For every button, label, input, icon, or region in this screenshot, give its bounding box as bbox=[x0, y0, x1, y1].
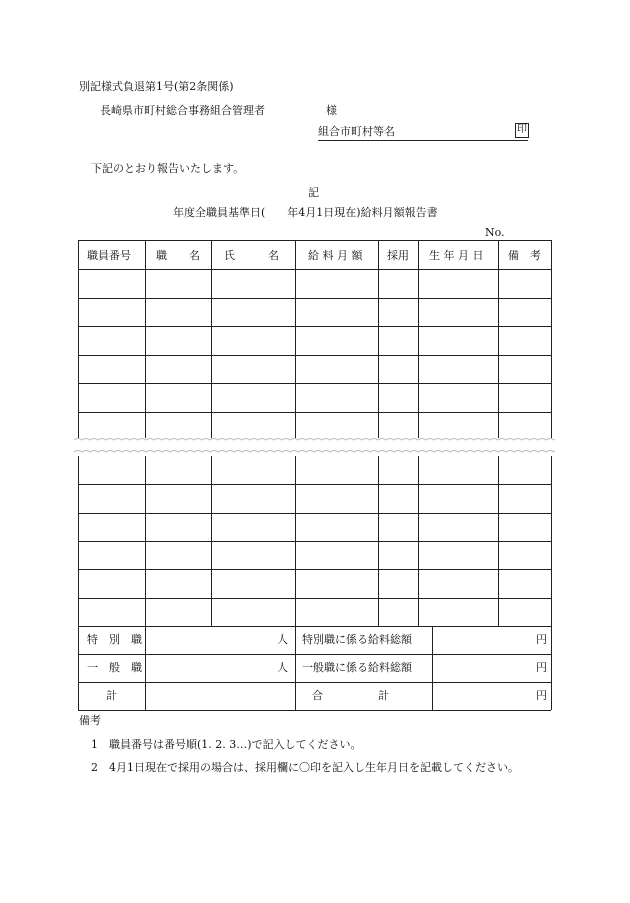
table-col-rule bbox=[498, 240, 499, 438]
table-row-rule bbox=[78, 598, 551, 599]
special-staff-total-label: 特別職に係る給料総額 bbox=[302, 633, 412, 646]
table-bottom-border bbox=[78, 710, 551, 711]
honorific: 様 bbox=[326, 104, 337, 117]
form-reference: 別記様式負退第1号(第2条関係) bbox=[79, 80, 234, 93]
col-header-hired: 採用 bbox=[387, 249, 409, 262]
table-row-rule bbox=[78, 513, 551, 514]
summary-col-rule bbox=[78, 626, 79, 710]
general-staff-total-label: 一般職に係る給料総額 bbox=[302, 661, 412, 674]
break-wave-line bbox=[74, 451, 555, 453]
table-row-rule bbox=[78, 298, 551, 299]
number-label: No. bbox=[485, 226, 505, 239]
table-row-rule bbox=[78, 412, 551, 413]
grand-total-unit: 円 bbox=[536, 689, 547, 702]
summary-col-rule bbox=[295, 626, 296, 710]
table-col-rule bbox=[78, 456, 79, 626]
col-header-employee-no: 職員番号 bbox=[87, 249, 131, 262]
col-header-monthly-salary: 給 料 月 額 bbox=[308, 249, 363, 262]
table-col-rule bbox=[145, 456, 146, 626]
table-col-rule bbox=[378, 456, 379, 626]
union-name-label: 組合市町村等名 bbox=[318, 125, 395, 138]
col-header-remarks: 備 考 bbox=[508, 249, 541, 262]
table-left-border bbox=[78, 240, 79, 438]
special-staff-unit: 人 bbox=[277, 633, 288, 646]
table-row-rule bbox=[78, 626, 551, 627]
total-label: 計 bbox=[106, 689, 117, 702]
general-staff-label: 一 般 職 bbox=[87, 661, 142, 674]
col-header-birth-date: 生 年 月 日 bbox=[429, 249, 484, 262]
table-row-rule bbox=[78, 269, 551, 270]
special-staff-label: 特 別 職 bbox=[87, 633, 142, 646]
report-title: 年度全職員基準日( 年4月1日現在)給料月額報告書 bbox=[173, 206, 438, 219]
table-col-rule bbox=[498, 456, 499, 626]
general-staff-total-unit: 円 bbox=[536, 661, 547, 674]
table-col-rule bbox=[145, 240, 146, 438]
table-col-rule bbox=[418, 240, 419, 438]
table-break-wave bbox=[74, 436, 555, 458]
summary-row-rule bbox=[78, 682, 551, 683]
col-header-position: 職 名 bbox=[156, 249, 200, 262]
break-wave-line bbox=[74, 439, 555, 441]
table-row-rule bbox=[78, 355, 551, 356]
col-header-name: 氏 名 bbox=[224, 249, 279, 262]
table-col-rule bbox=[211, 240, 212, 438]
notes-heading: 備考 bbox=[79, 714, 101, 727]
summary-col-rule bbox=[432, 626, 433, 710]
special-staff-total-unit: 円 bbox=[536, 633, 547, 646]
grand-total-label: 合 計 bbox=[312, 689, 389, 702]
seal-box: 印 bbox=[515, 123, 529, 138]
table-row-rule bbox=[78, 484, 551, 485]
table-col-rule bbox=[295, 240, 296, 438]
table-top-border bbox=[78, 240, 551, 241]
table-col-rule bbox=[211, 456, 212, 626]
note-2: 2 4月1日現在で採用の場合は、採用欄に〇印を記入し生年月日を記載してください。 bbox=[91, 761, 519, 774]
table-col-rule bbox=[418, 456, 419, 626]
summary-col-rule bbox=[145, 626, 146, 710]
ki-mark: 記 bbox=[308, 186, 319, 199]
table-row-rule bbox=[78, 569, 551, 570]
summary-col-rule bbox=[551, 626, 552, 710]
general-staff-unit: 人 bbox=[277, 661, 288, 674]
note-1: 1 職員番号は番号順(1. 2. 3…)で記入してください。 bbox=[91, 738, 362, 751]
table-col-rule bbox=[551, 456, 552, 626]
addressee: 長崎県市町村総合事務組合管理者 bbox=[100, 104, 265, 117]
intro-text: 下記のとおり報告いたします。 bbox=[91, 162, 245, 175]
table-row-rule bbox=[78, 326, 551, 327]
union-name-underline bbox=[318, 140, 528, 141]
table-col-rule bbox=[378, 240, 379, 438]
table-col-rule bbox=[295, 456, 296, 626]
table-row-rule bbox=[78, 383, 551, 384]
table-right-border bbox=[551, 240, 552, 438]
table-row-rule bbox=[78, 541, 551, 542]
summary-row-rule bbox=[78, 654, 551, 655]
